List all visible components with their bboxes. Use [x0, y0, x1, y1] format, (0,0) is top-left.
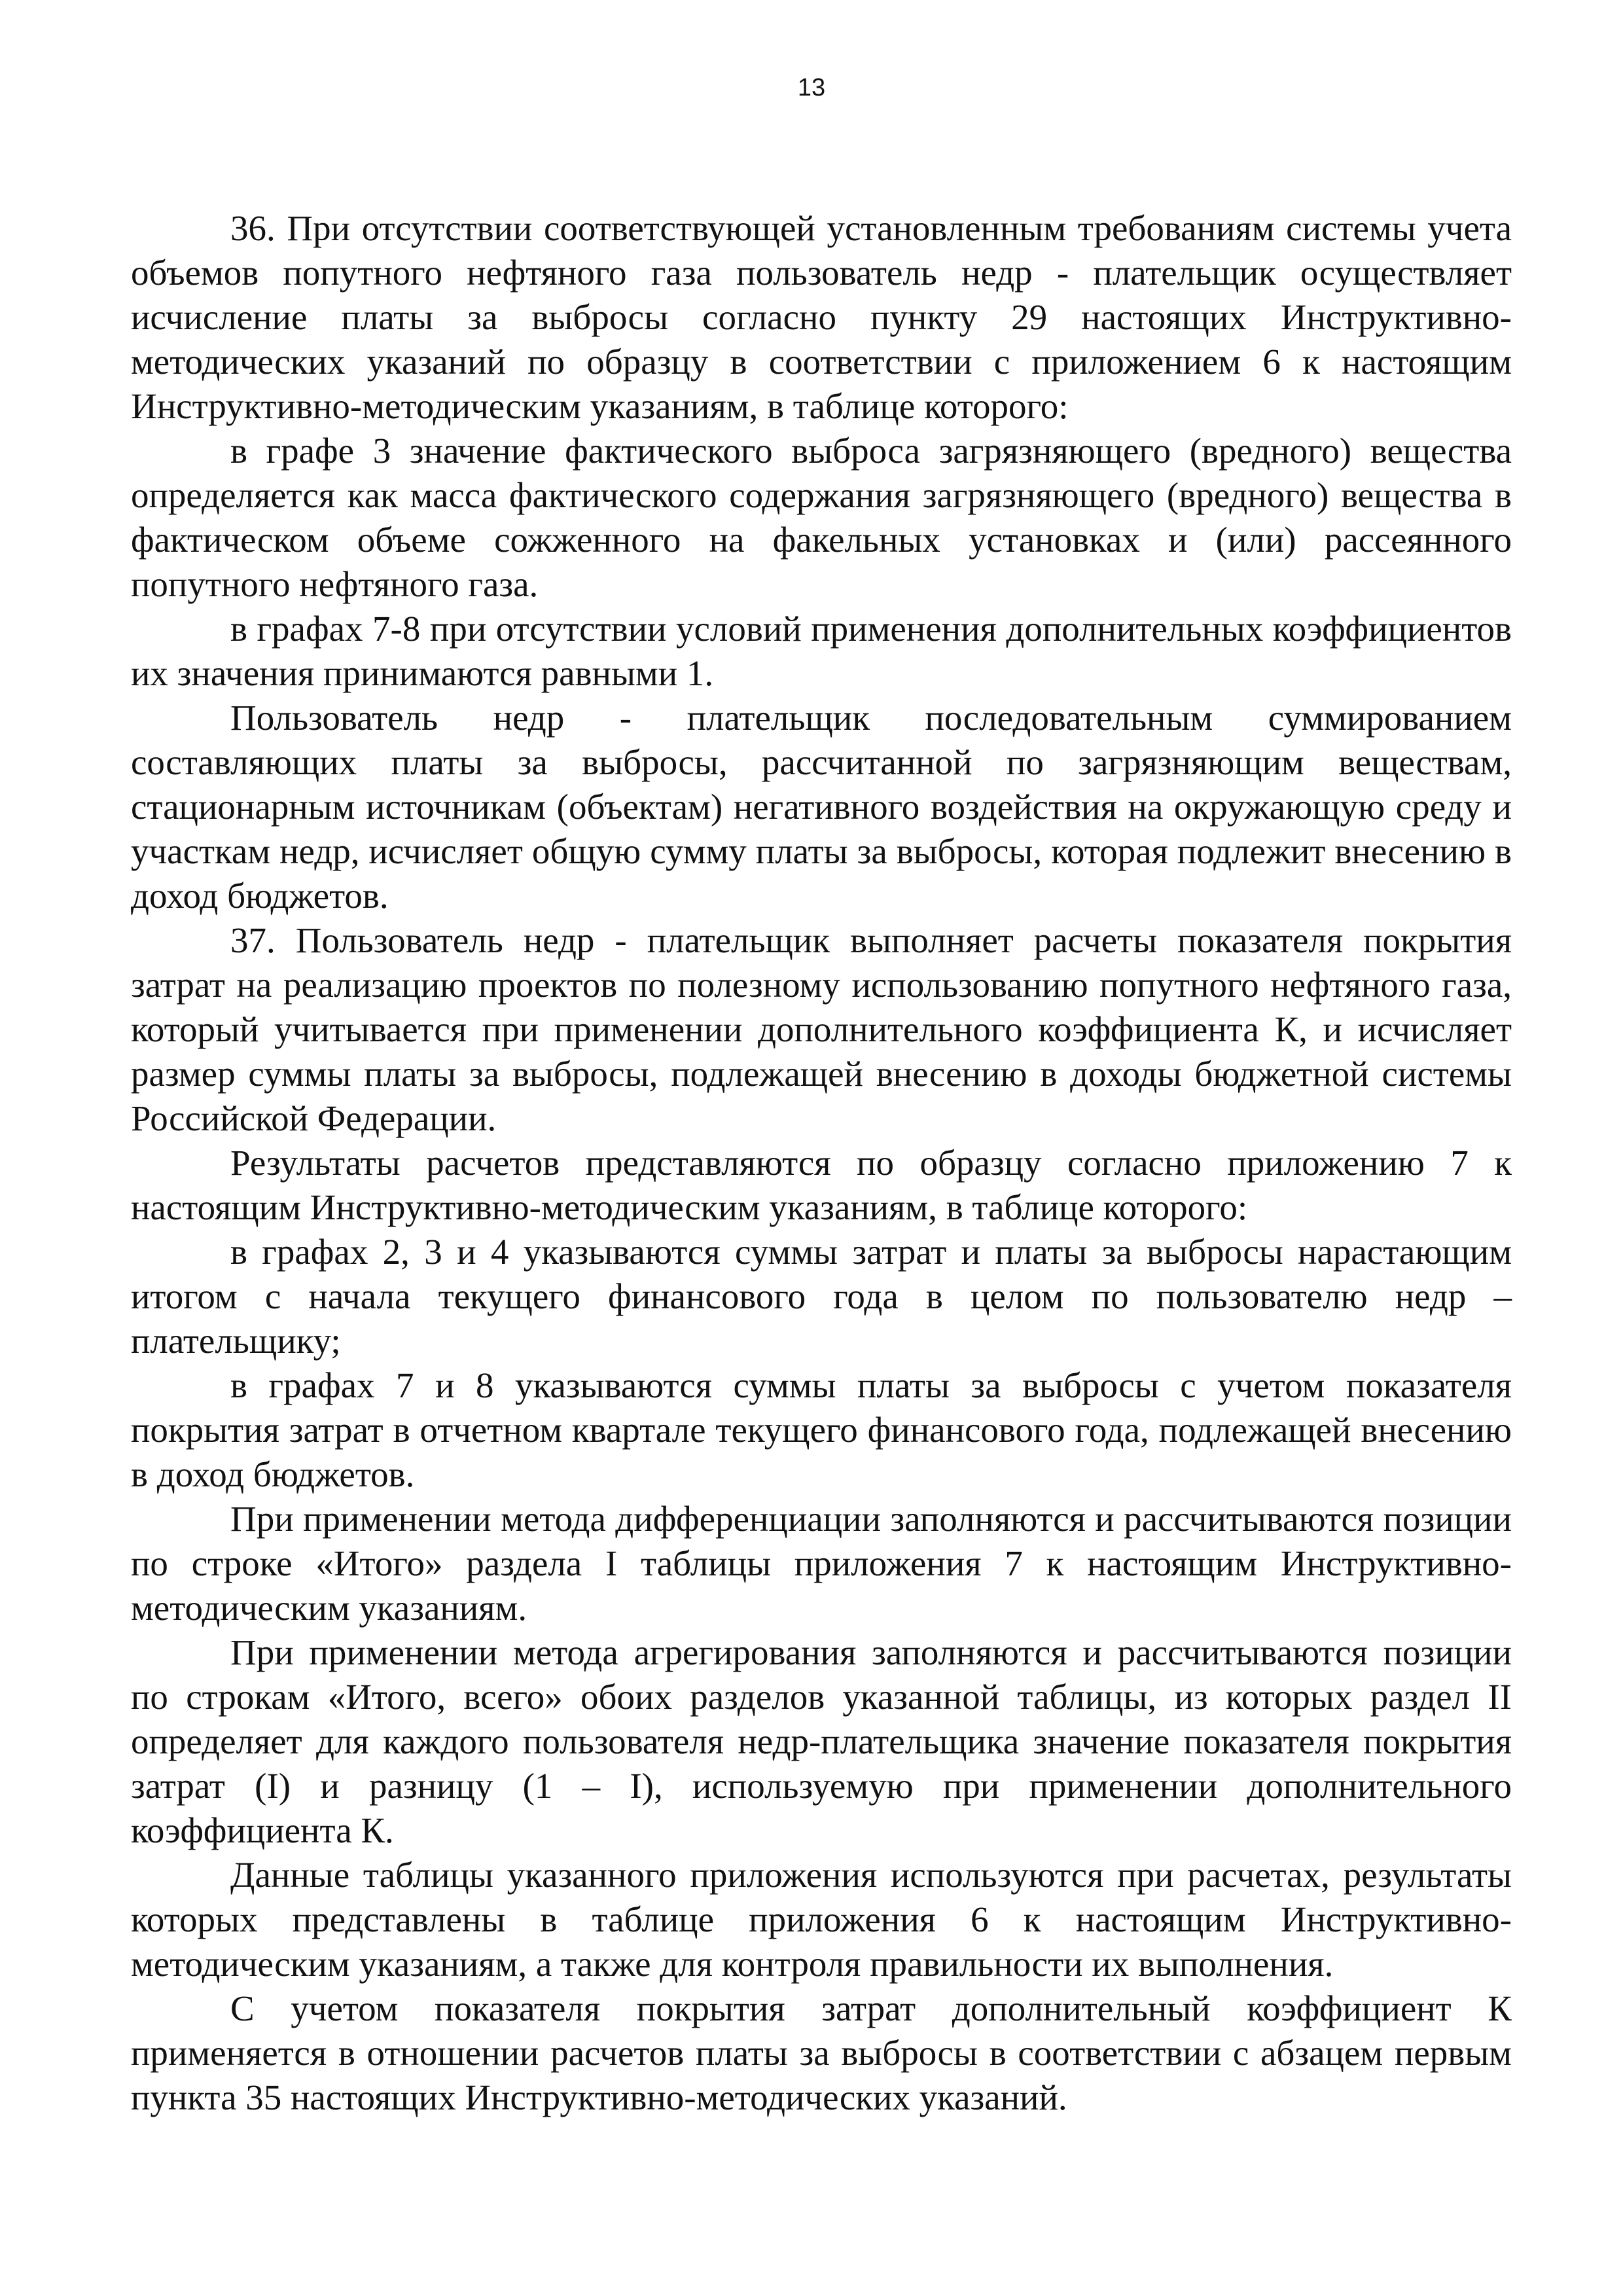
paragraph-column-3: в графе 3 значение фактического выброса загрязняющего (вредного) вещества определяется как масса фактического содержания загрязняющего (вредного) вещества в фактическом объеме сожженного на факельных установках и (или) рассеянного попутного нефтяного газа.	[131, 431, 1512, 604]
paragraph-differentiation-method: При применении метода дифференциации заполняются и рассчитываются позиции по строке «Итого» раздела I таблицы приложения 7 к настоящим Инструктивно-методическим указаниям.	[131, 1499, 1512, 1628]
paragraph-results: Результаты расчетов представляются по образцу согласно приложению 7 к настоящим Инструктивно-методическим указаниям, в таблице которого:	[131, 1143, 1512, 1227]
paragraph-36: 36. При отсутствии соответствующей установленным требованиям системы учета объемов попутного нефтяного газа пользователь недр - плательщик осуществляет исчисление платы за выбросы согласно пункту 29 настоящих Инструктивно-методических указаний по образцу в соответствии с приложением 6 к настоящим Инструктивно-методическим указаниям, в таблице которого:	[131, 208, 1512, 426]
page-number: 13	[797, 74, 826, 101]
document-body	[131, 206, 1512, 2120]
paragraph-table-data-usage: Данные таблицы указанного приложения используются при расчетах, результаты которых представлены в таблице приложения 6 к настоящим Инструктивно-методическим указаниям, а также для контроля правильности их выполнения.	[131, 1855, 1512, 1984]
paragraph-aggregation-method: При применении метода агрегирования заполняются и рассчитываются позиции по строкам «Итого, всего» обоих разделов указанной таблицы, из которых раздел II определяет для каждого пользователя недр-плательщика значение показателя покрытия затрат (I) и разницу (1 – I), используемую при применении дополнительного коэффициента К.	[131, 1632, 1512, 1850]
paragraph-columns-7-8: в графах 7-8 при отсутствии условий применения дополнительных коэффициентов их значения принимаются равными 1.	[131, 609, 1512, 693]
paragraph-columns-2-3-4: в графах 2, 3 и 4 указываются суммы затрат и платы за выбросы нарастающим итогом с начала текущего финансового года в целом по пользователю недр – плательщику;	[131, 1232, 1512, 1361]
paragraph-total-sum: Пользователь недр - плательщик последовательным суммированием составляющих платы за выбросы, рассчитанной по загрязняющим веществам, стационарным источникам (объектам) негативного воздействия на окружающую среду и участкам недр, исчисляет общую сумму платы за выбросы, которая подлежит внесению в доход бюджетов.	[131, 698, 1512, 916]
paragraph-additional-coefficient: С учетом показателя покрытия затрат дополнительный коэффициент К применяется в отношении расчетов платы за выбросы в соответствии с абзацем первым пункта 35 настоящих Инструктивно-методических указаний.	[131, 1988, 1512, 2117]
paragraph-37: 37. Пользователь недр - плательщик выполняет расчеты показателя покрытия затрат на реализацию проектов по полезному использованию попутного нефтяного газа, который учитывается при применении дополнительного коэффициента К, и исчисляет размер суммы платы за выбросы, подлежащей внесению в доходы бюджетной системы Российской Федерации.	[131, 920, 1512, 1138]
paragraph-columns-7-and-8: в графах 7 и 8 указываются суммы платы за выбросы с учетом показателя покрытия затрат в отчетном квартале текущего финансового года, подлежащей внесению в доход бюджетов.	[131, 1365, 1512, 1494]
